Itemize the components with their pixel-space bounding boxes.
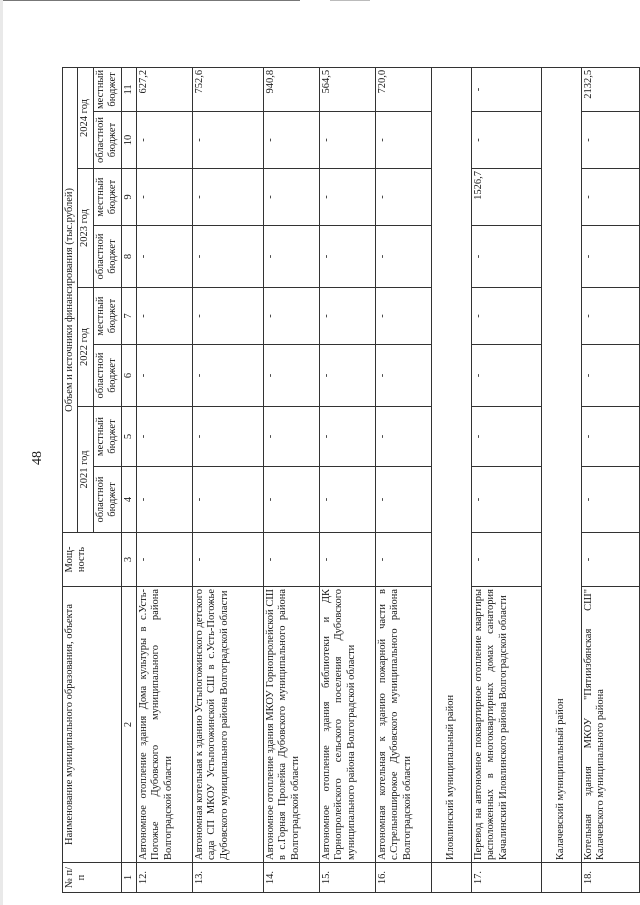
funding-cell: -: [263, 345, 319, 407]
header-local: местный бюджет: [93, 67, 121, 111]
column-number: 1: [121, 863, 136, 893]
column-number: 4: [121, 467, 136, 533]
table-row: [471, 67, 541, 892]
funding-cell: -: [192, 226, 263, 288]
funding-cell: -: [319, 407, 375, 467]
column-number: 8: [121, 226, 136, 288]
funding-cell: -: [136, 169, 192, 226]
header-no: № п/п: [63, 863, 122, 893]
funding-cell: -: [581, 345, 639, 407]
funding-cell: -: [263, 112, 319, 169]
funding-cell: -: [471, 467, 541, 533]
header-year-2021: 2021 год: [78, 407, 93, 533]
funding-cell: -: [581, 467, 639, 533]
funding-cell: -: [192, 345, 263, 407]
column-number: 5: [121, 407, 136, 467]
header-regional: областной бюджет: [93, 467, 121, 533]
funding-cell: -: [471, 345, 541, 407]
column-number-row: [121, 67, 136, 892]
funding-cell: -: [263, 467, 319, 533]
funding-cell: 627,2: [136, 67, 192, 111]
funding-cell: -: [192, 467, 263, 533]
row-number: 18.: [581, 863, 639, 893]
object-name: Автономное отопление здания библиотеки и ДК Горнопролейского сельского поселения Дубовского муниципального района Волгоградской области: [319, 587, 375, 863]
funding-cell: -: [375, 407, 431, 467]
funding-cell: -: [192, 407, 263, 467]
header-local: местный бюджет: [93, 288, 121, 345]
funding-cell: 720,0: [375, 67, 431, 111]
funding-cell: -: [471, 226, 541, 288]
header-local: местный бюджет: [93, 407, 121, 467]
funding-cell: -: [319, 288, 375, 345]
column-number: 10: [121, 112, 136, 169]
funding-cell: -: [263, 288, 319, 345]
row-number: 12.: [136, 863, 192, 893]
table-row: [192, 67, 263, 892]
power-cell: -: [375, 533, 431, 587]
header-year-2022: 2022 год: [78, 288, 93, 407]
power-cell: -: [136, 533, 192, 587]
funding-cell: 2132,5: [581, 67, 639, 111]
funding-cell: 752,6: [192, 67, 263, 111]
row-number: 17.: [471, 863, 541, 893]
funding-cell: -: [192, 112, 263, 169]
funding-cell: -: [136, 467, 192, 533]
table-row: [136, 67, 192, 892]
funding-cell: -: [375, 169, 431, 226]
funding-cell: -: [263, 226, 319, 288]
region-number-cell: [541, 863, 581, 893]
header-regional: областной бюджет: [93, 112, 121, 169]
funding-table: [62, 67, 640, 893]
funding-cell: -: [192, 288, 263, 345]
funding-cell: -: [136, 345, 192, 407]
table-row: [319, 67, 375, 892]
funding-cell: -: [375, 345, 431, 407]
funding-cell: -: [471, 288, 541, 345]
funding-cell: -: [375, 467, 431, 533]
table-body: [136, 67, 639, 892]
funding-cell: 1526,7: [471, 169, 541, 226]
funding-cell: 564,5: [319, 67, 375, 111]
funding-cell: -: [319, 467, 375, 533]
region-name: Иловлинский муниципальный район: [431, 67, 471, 862]
funding-cell: -: [136, 112, 192, 169]
header-row-1: [63, 67, 78, 892]
header-power: Мощ-ность: [63, 533, 122, 587]
funding-cell: -: [319, 169, 375, 226]
funding-cell: -: [581, 226, 639, 288]
power-cell: -: [471, 533, 541, 587]
object-name: Автономное отопление здания Дома культуры в с.Усть-Погожье Дубовского муниципального района Волгоградской области: [136, 587, 192, 863]
object-name: Автономное отопление здания МКОУ Горнопролейской СШ в с.Горная Пролейка Дубовского муниципального района Волгоградской области: [263, 587, 319, 863]
object-name: Автономная котельная к зданию Устьпогожинского детского сада СП МКОУ Устьпогожинской СШ в с.Усть-Погожье Дубовского муниципального района Волгоградской области: [192, 587, 263, 863]
funding-cell: -: [192, 169, 263, 226]
funding-cell: -: [471, 67, 541, 111]
header-regional: областной бюджет: [93, 345, 121, 407]
power-cell: -: [319, 533, 375, 587]
object-name: Котельная здания МКОУ "Пятиизбянская СШ" Калачевского муниципального района: [581, 587, 639, 863]
header-local: местный бюджет: [93, 169, 121, 226]
row-number: 14.: [263, 863, 319, 893]
funding-cell: -: [319, 112, 375, 169]
column-number: 3: [121, 533, 136, 587]
power-cell: -: [263, 533, 319, 587]
funding-cell: -: [136, 226, 192, 288]
header-year-2023: 2023 год: [78, 169, 93, 288]
header-funding: Объем и источники финансирования (тыс.рублей): [63, 67, 78, 532]
object-name: Перевод на автономное поквартирное отопление квартиры расположенных в многоквартирных домах санатория Качалинский Иловлинского района Волгоградской области: [471, 587, 541, 863]
funding-cell: -: [136, 288, 192, 345]
funding-cell: -: [319, 345, 375, 407]
funding-cell: -: [471, 112, 541, 169]
table-row: [581, 67, 639, 892]
funding-cell: -: [375, 288, 431, 345]
column-number: 11: [121, 67, 136, 111]
column-number: 6: [121, 345, 136, 407]
page-number: 48: [30, 451, 45, 465]
funding-cell: -: [581, 169, 639, 226]
column-number: 2: [121, 587, 136, 863]
funding-cell: -: [136, 407, 192, 467]
funding-cell: -: [263, 407, 319, 467]
funding-cell: -: [375, 226, 431, 288]
power-cell: -: [192, 533, 263, 587]
row-number: 13.: [192, 863, 263, 893]
header-regional: областной бюджет: [93, 226, 121, 288]
funding-cell: -: [375, 112, 431, 169]
funding-cell: -: [263, 169, 319, 226]
region-row: [541, 67, 581, 892]
header-name: Наименование муниципального образования, объекта: [63, 587, 122, 863]
power-cell: -: [581, 533, 639, 587]
row-number: 16.: [375, 863, 431, 893]
funding-cell: -: [581, 407, 639, 467]
table-row: [263, 67, 319, 892]
column-number: 7: [121, 288, 136, 345]
region-number-cell: [431, 863, 471, 893]
funding-cell: -: [581, 288, 639, 345]
column-number: 9: [121, 169, 136, 226]
row-number: 15.: [319, 863, 375, 893]
funding-cell: -: [581, 112, 639, 169]
table-row: [375, 67, 431, 892]
funding-cell: -: [471, 407, 541, 467]
funding-cell: 940,8: [263, 67, 319, 111]
region-row: [431, 67, 471, 892]
region-name: Калачевский муниципальный район: [541, 67, 581, 862]
header-year-2024: 2024 год: [78, 67, 93, 168]
funding-cell: -: [319, 226, 375, 288]
object-name: Автономная котельная к зданию пожарной части в с.Стрельноширокое Дубовского муниципального района Волгоградской области: [375, 587, 431, 863]
